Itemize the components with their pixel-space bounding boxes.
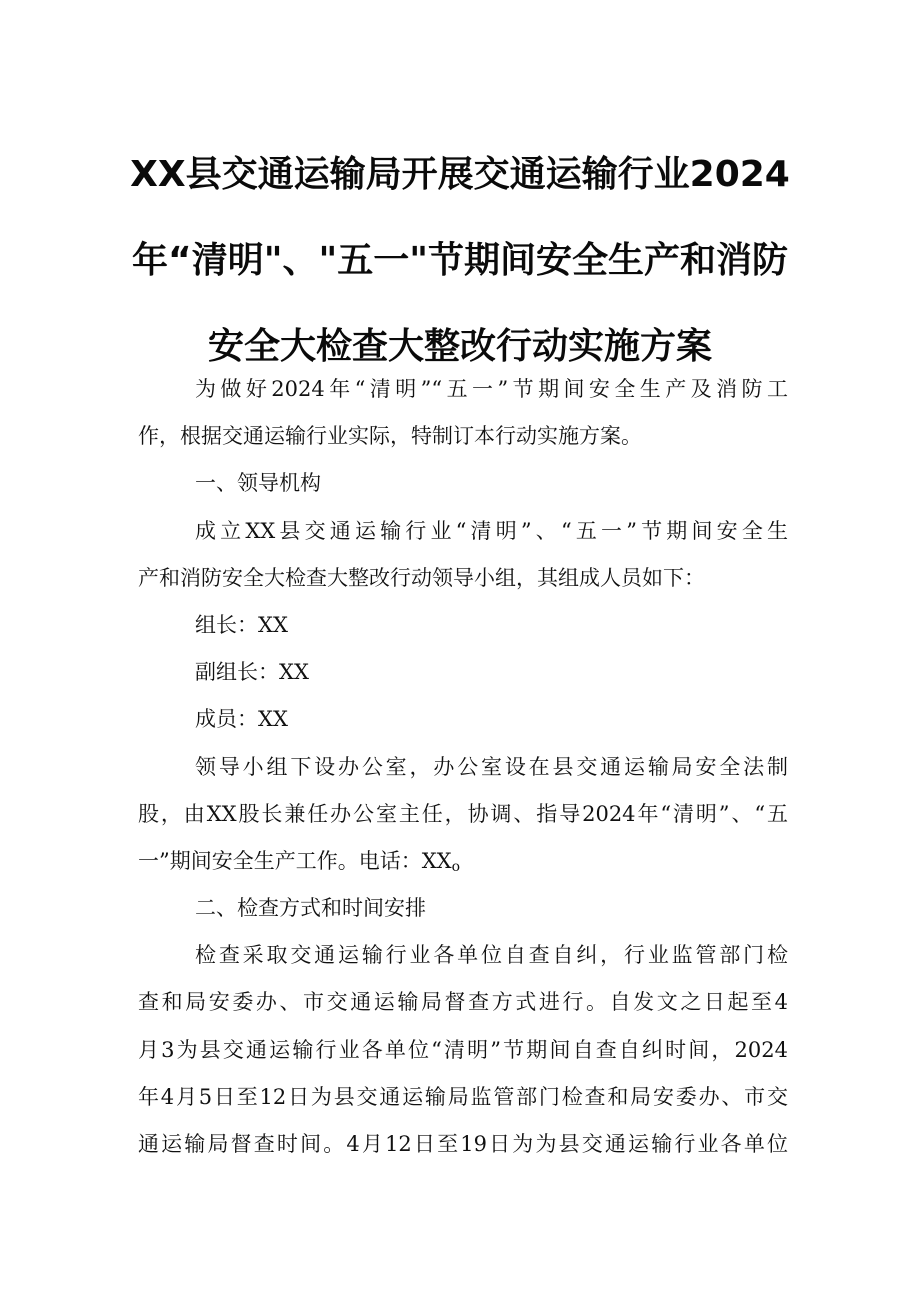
group-deputy-leader: 副组长：XX [195,660,309,685]
paragraph-inspection-line-4: 年4月5日至12日为县交通运输局监管部门检查和局安委办、市交 [138,1084,788,1109]
section-heading-inspection: 二、检查方式和时间安排 [195,896,426,921]
paragraph-office-line-2: 股，由XX股长兼任办公室主任，协调、指导2024年“清明”、“五 [138,801,788,826]
paragraph-intro-line-1: 为做好2024年“清明”“五一”节期间安全生产及消防工 [195,377,788,401]
paragraph-office-line-3 [138,838,788,885]
paragraph-inspection-line-2: 查和局安委办、市交通运输局督查方式进行。自发文之日起至4 [138,990,788,1015]
paragraph-office-line-3-tail: o [451,858,461,875]
document-body [138,366,788,1168]
document-title [120,132,800,390]
section-heading-leadership: 一、领导机构 [195,471,321,496]
group-members: 成员：XX [195,707,288,732]
title-line-2: 年“清明"、"五一"节期间安全生产和消防 [132,240,788,281]
title-line-1: XX县交通运输局开展交通运输行业2024 [130,154,790,195]
paragraph-inspection-line-3: 月3为县交通运输行业各单位“清明”节期间自查自纠时间，2024 [138,1037,788,1062]
title-line-3: 安全大检查大整改行动实施方案 [207,326,712,367]
paragraph-office-line-3-text: 一”期间安全生产工作。电话：XX [138,848,452,873]
paragraph-group-line-1: 成立XX县交通运输行业“清明”、“五一”节期间安全生 [195,518,788,543]
paragraph-office-line-1: 领导小组下设办公室，办公室设在县交通运输局安全法制 [195,754,788,779]
paragraph-intro-line-2: 作，根据交通运输行业实际，特制订本行动实施方案。 [138,424,642,449]
paragraph-group-line-2: 产和消防安全大检查大整改行动领导小组，其组成人员如下： [138,565,705,590]
paragraph-inspection-line-5: 通运输局督查时间。4月12日至19日为为县交通运输行业各单位 [138,1132,788,1156]
paragraph-inspection-line-1: 检查采取交通运输行业各单位自查自纠，行业监管部门检 [195,943,788,968]
group-leader: 组长：XX [195,612,288,637]
